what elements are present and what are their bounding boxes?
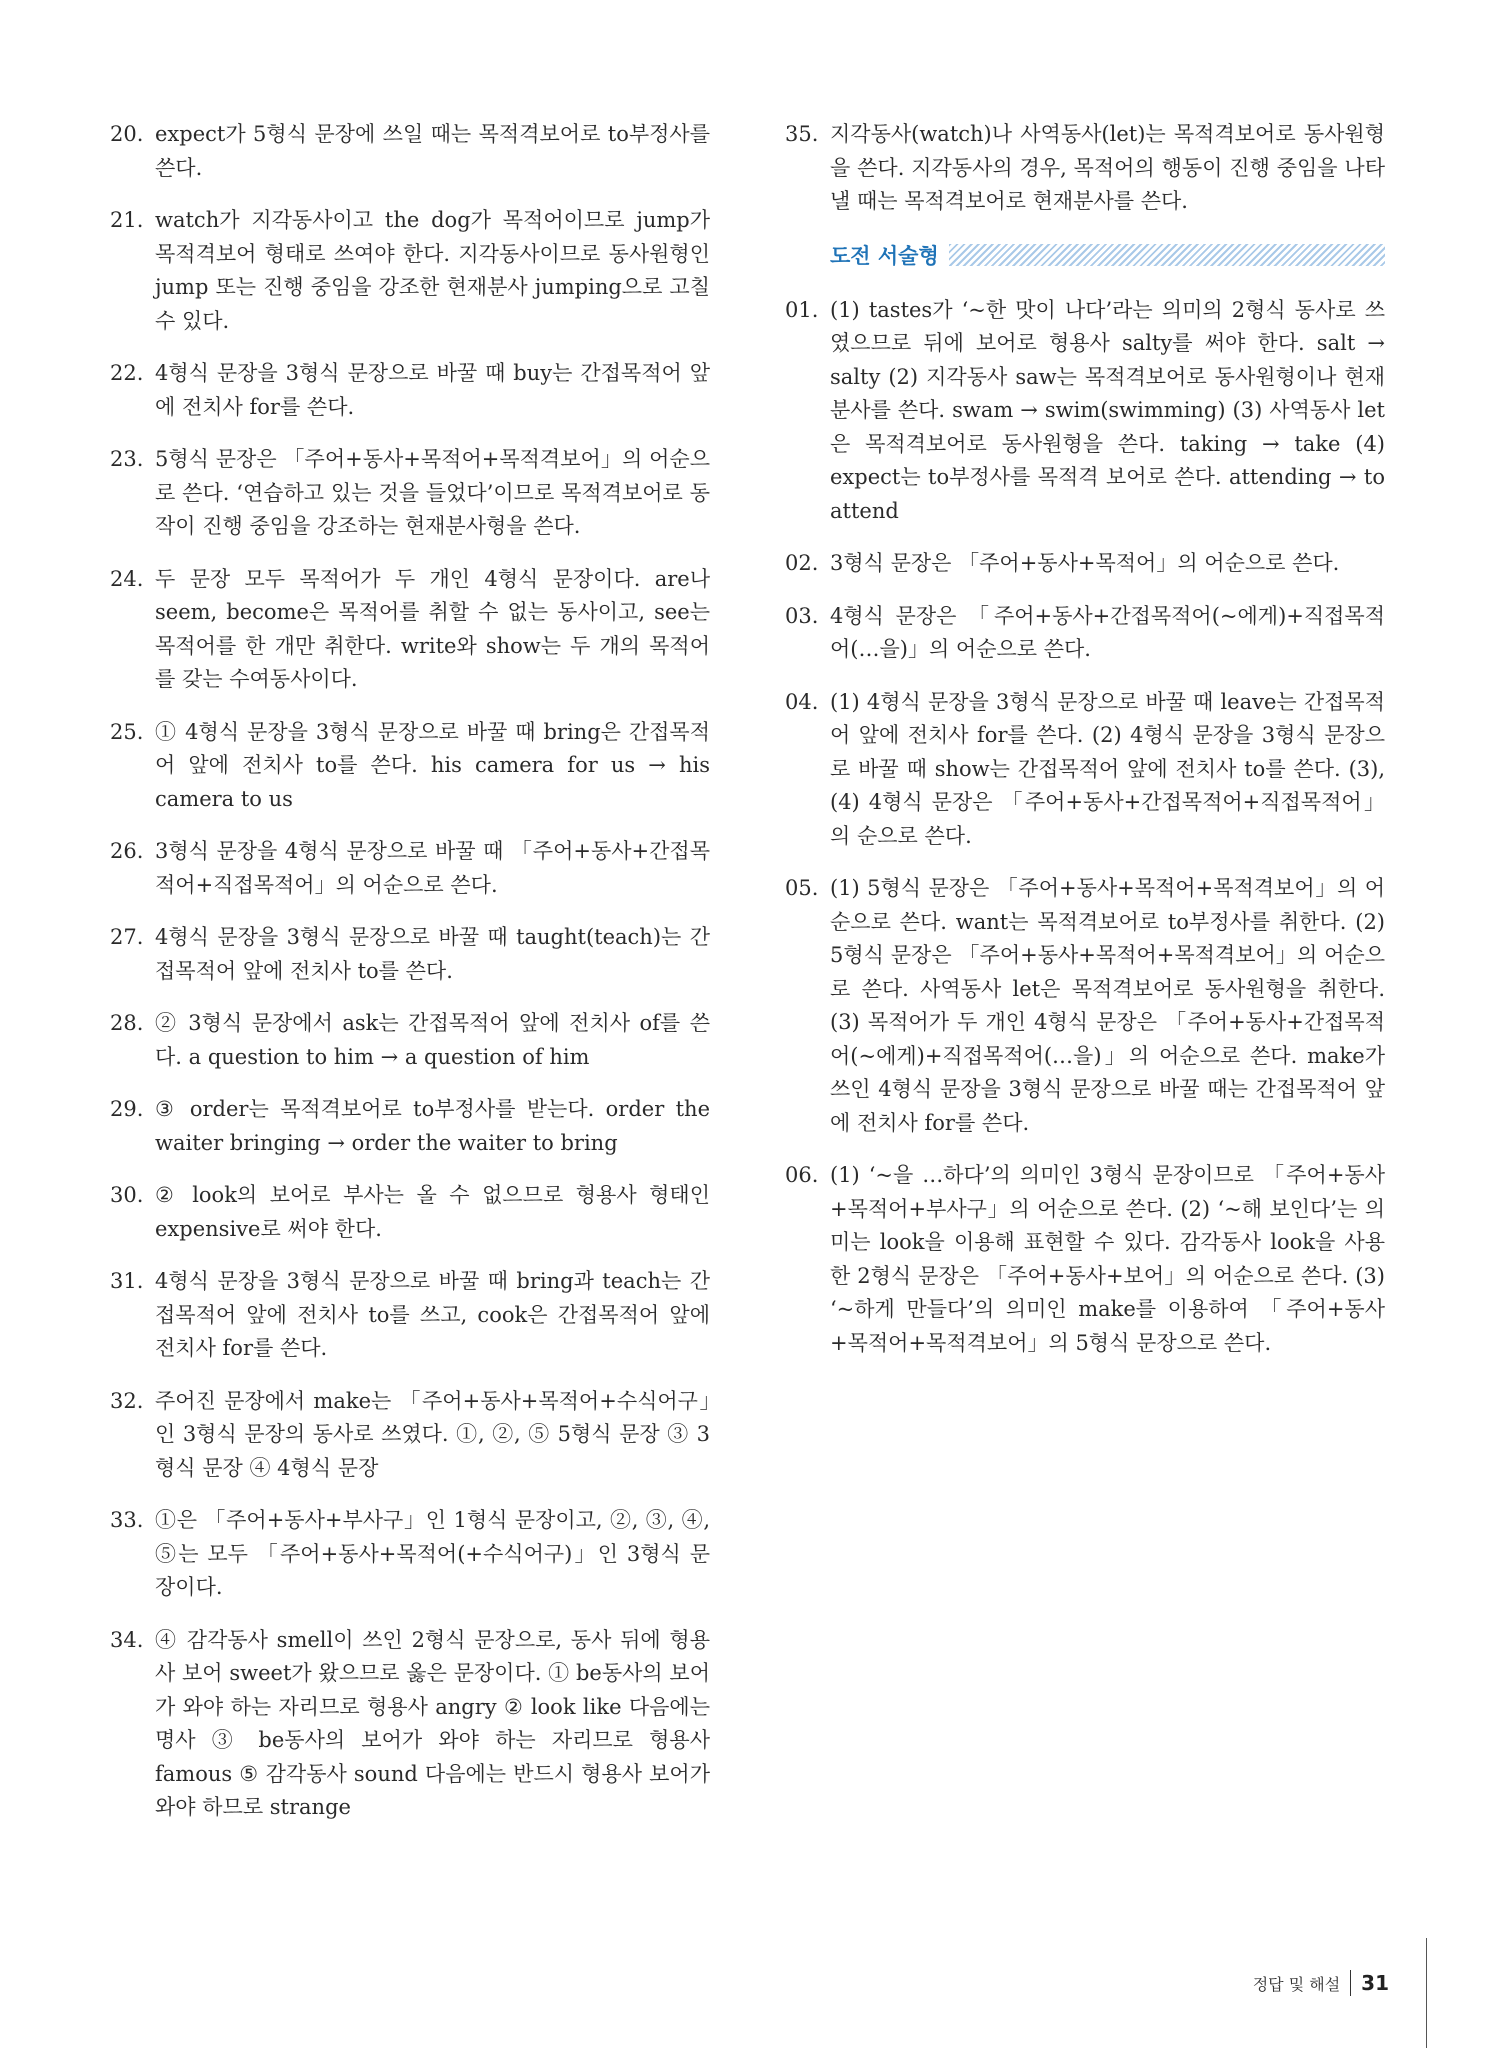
item-number: 22.	[110, 361, 144, 385]
answer-item	[110, 1624, 710, 1825]
answer-item	[110, 716, 710, 817]
item-text: 지각동사(watch)나 사역동사(let)는 목적격보어로 동사원형을 쓴다. 지각동사의 경우, 목적어의 행동이 진행 중임을 나타낼 때는 목적격보어로 현재분사를 쓴다.	[830, 122, 1385, 213]
answer-item	[110, 1093, 710, 1160]
item-text: 4형식 문장을 3형식 문장으로 바꿀 때 taught(teach)는 간접목적어 앞에 전치사 to를 쓴다.	[155, 925, 710, 983]
item-number: 24.	[110, 566, 144, 591]
answer-item	[785, 1159, 1385, 1360]
item-text: ①은 「주어+동사+부사구」인 1형식 문장이고, ②, ③, ④, ⑤는 모두 「주어+동사+목적어(+수식어구)」인 3형식 문장이다.	[155, 1508, 710, 1599]
margin-rule	[1426, 1938, 1427, 2048]
footer-separator	[1350, 1970, 1351, 1996]
item-number: 28.	[110, 1011, 144, 1035]
item-text: expect가 5형식 문장에 쓰일 때는 목적격보어로 to부정사를 쓴다.	[155, 122, 710, 180]
item-text: ② 3형식 문장에서 ask는 간접목적어 앞에 전치사 of를 쓴다. a question to him → a question of him	[155, 1011, 710, 1069]
item-text: ① 4형식 문장을 3형식 문장으로 바꿀 때 bring은 간접목적어 앞에 전치사 to를 쓴다. his camera for us → his camera to us	[155, 719, 710, 811]
item-number: 05.	[785, 876, 819, 900]
section-header	[830, 238, 1385, 272]
item-number: 26.	[110, 839, 144, 863]
item-text: 두 문장 모두 목적어가 두 개인 4형식 문장이다. are나 seem, become은 목적어를 취할 수 없는 동사이고, see는 목적어를 한 개만 취한다. write와 show는 두 개의 목적어를 갖는 수여동사이다.	[155, 566, 710, 691]
item-number: 32.	[110, 1388, 144, 1413]
item-number: 25.	[110, 719, 144, 744]
right-column	[785, 118, 1385, 1379]
item-number: 33.	[110, 1508, 144, 1532]
left-column	[110, 118, 710, 1844]
item-number: 23.	[110, 447, 144, 471]
item-text: 3형식 문장을 4형식 문장으로 바꿀 때 「주어+동사+간접목적어+직접목적어」의 어순으로 쓴다.	[155, 839, 710, 897]
item-number: 01.	[785, 297, 819, 322]
item-text: 4형식 문장을 3형식 문장으로 바꿀 때 bring과 teach는 간접목적어 앞에 전치사 to를 쓰고, cook은 간접목적어 앞에 전치사 for를 쓴다.	[155, 1269, 710, 1360]
item-text: 3형식 문장은 「주어+동사+목적어」의 어순으로 쓴다.	[830, 551, 1340, 575]
answer-item	[785, 547, 1385, 581]
item-text: ④ 감각동사 smell이 쓰인 2형식 문장으로, 동사 뒤에 형용사 보어 sweet가 왔으므로 옳은 문장이다. ① be동사의 보어가 와야 하는 자리므로 형용사 angry ② look like 다음에는 명사 ③ be동사의 보어가 와야 하는 자리므로 형용사 famous ⑤ 감각동사 sound 다음에는 반드시 형용사 보어가 와야 하므로 strange	[155, 1627, 710, 1819]
item-number: 34.	[110, 1627, 144, 1652]
answer-item	[785, 294, 1385, 529]
item-number: 30.	[110, 1183, 144, 1207]
item-number: 35.	[785, 122, 819, 146]
answer-item	[110, 921, 710, 988]
answer-item	[785, 872, 1385, 1140]
answer-item	[110, 1265, 710, 1366]
item-text: 5형식 문장은 「주어+동사+목적어+목적격보어」의 어순으로 쓴다. ‘연습하고 있는 것을 들었다’이므로 목적격보어로 동작이 진행 중임을 강조하는 현재분사형을 쓴다.	[155, 447, 710, 538]
section-title: 도전 서술형	[830, 243, 939, 268]
page-footer	[1253, 1970, 1389, 1996]
answer-item	[110, 563, 710, 697]
answer-item	[110, 357, 710, 424]
item-text: ② look의 보어로 부사는 올 수 없으므로 형용사 형태인 expensive로 써야 한다.	[155, 1183, 710, 1241]
item-text: ③ order는 목적격보어로 to부정사를 받는다. order the waiter bringing → order the waiter to bring	[155, 1097, 710, 1155]
answer-item	[110, 118, 710, 185]
item-number: 04.	[785, 689, 819, 714]
answer-item	[110, 1007, 710, 1074]
item-number: 31.	[110, 1269, 144, 1293]
answer-item	[110, 443, 710, 544]
item-number: 29.	[110, 1097, 144, 1121]
footer-label: 정답 및 해설	[1252, 1974, 1341, 1994]
answer-item	[785, 600, 1385, 667]
item-text: 주어진 문장에서 make는 「주어+동사+목적어+수식어구」인 3형식 문장의 동사로 쓰였다. ①, ②, ⑤ 5형식 문장 ③ 3형식 문장 ④ 4형식 문장	[155, 1388, 710, 1480]
answer-item	[110, 1385, 710, 1486]
item-text: 4형식 문장을 3형식 문장으로 바꿀 때 buy는 간접목적어 앞에 전치사 for를 쓴다.	[155, 361, 710, 419]
item-number: 20.	[110, 122, 144, 146]
item-number: 27.	[110, 925, 144, 949]
item-text: (1) tastes가 ‘~한 맛이 나다’라는 의미의 2형식 동사로 쓰였으므로 뒤에 보어로 형용사 salty를 써야 한다. salt → salty (2) 지각동사 saw는 목적격보어로 동사원형이나 현재분사를 쓴다. swam → swim(swimming) (3) 사역동사 let은 목적격보어로 동사원형을 쓴다. taking → take (4) expect는 to부정사를 목적격 보어로 쓴다. attending → to attend	[830, 297, 1385, 523]
answer-item	[110, 1504, 710, 1605]
item-text: (1) 5형식 문장은 「주어+동사+목적어+목적격보어」의 어순으로 쓴다. want는 목적격보어로 to부정사를 취한다. (2) 5형식 문장은 「주어+동사+목적어+목적격보어」의 어순으로 쓴다. 사역동사 let은 목적격보어로 동사원형을 취한다. (3) 목적어가 두 개인 4형식 문장은 「주어+동사+간접목적어(~에게)+직접목적어(…을)」의 어순으로 쓴다. make가 쓰인 4형식 문장을 3형식 문장으로 바꿀 때는 간접목적어 앞에 전치사 for를 쓴다.	[830, 876, 1385, 1135]
item-number: 21.	[110, 208, 144, 232]
section-hatch-bar	[949, 244, 1385, 266]
item-number: 03.	[785, 603, 819, 628]
item-number: 02.	[785, 551, 819, 575]
answer-item	[110, 1179, 710, 1246]
item-text: watch가 지각동사이고 the dog가 목적어이므로 jump가 목적격보어 형태로 쓰여야 한다. 지각동사이므로 동사원형인 jump 또는 진행 중임을 강조한 현재분사 jumping으로 고칠 수 있다.	[155, 208, 710, 333]
item-text: 4형식 문장은 「주어+동사+간접목적어(~에게)+직접목적어(…을)」의 어순으로 쓴다.	[830, 603, 1385, 661]
answer-item	[110, 835, 710, 902]
page-number: 31	[1361, 1971, 1389, 1995]
item-text: (1) ‘~을 …하다’의 의미인 3형식 문장이므로 「주어+동사+목적어+부사구」의 어순으로 쓴다. (2) ‘~해 보인다’는 의미는 look을 이용해 표현할 수 있다. 감각동사 look을 사용한 2형식 문장은 「주어+동사+보어」의 어순으로 쓴다. (3) ‘~하게 만들다’의 의미인 make를 이용하여 「주어+동사+목적어+목적격보어」의 5형식 문장으로 쓴다.	[830, 1163, 1385, 1355]
answer-item	[110, 204, 710, 338]
answer-item	[785, 686, 1385, 854]
item-text: (1) 4형식 문장을 3형식 문장으로 바꿀 때 leave는 간접목적어 앞에 전치사 for를 쓴다. (2) 4형식 문장을 3형식 문장으로 바꿀 때 show는 간접목적어 앞에 전치사 to를 쓴다. (3), (4) 4형식 문장은 「주어+동사+간접목적어+직접목적어」의 순으로 쓴다.	[830, 689, 1385, 848]
answer-item	[785, 118, 1385, 219]
item-number: 06.	[785, 1163, 819, 1187]
